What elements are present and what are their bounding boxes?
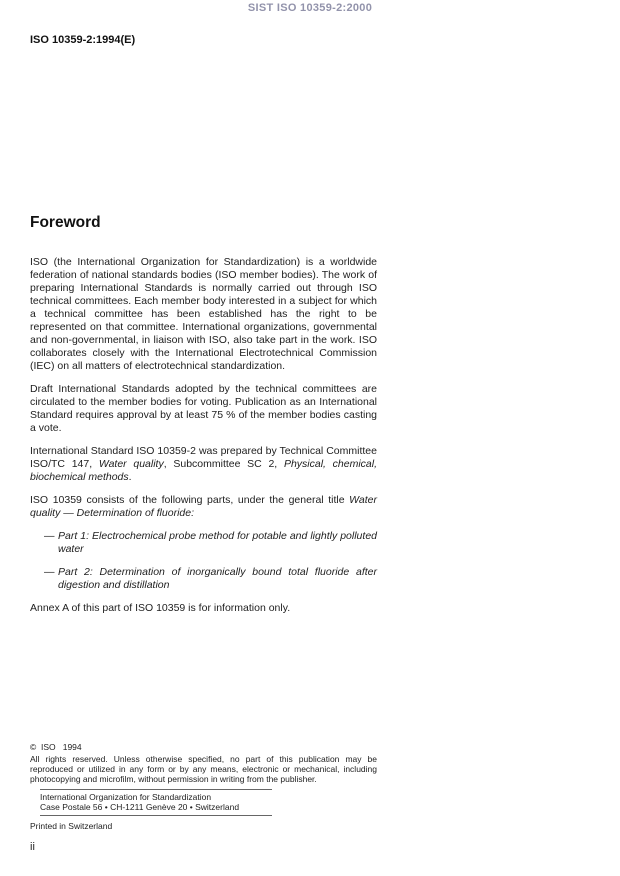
printed-note: Printed in Switzerland (30, 821, 113, 831)
text-segment: . (128, 471, 132, 483)
paragraph-parts-intro (30, 494, 377, 520)
watermark-header: SIST ISO 10359-2:2000 (247, 2, 373, 14)
text-segment-italic: Water quality — Determination of fluoride: (30, 494, 377, 519)
publisher-block (40, 789, 272, 816)
list-item-part1 (44, 530, 377, 556)
copyright-footer (30, 742, 377, 831)
text-segment-italic: Water quality (98, 458, 164, 470)
paragraph-annex-note: Annex A of this part of ISO 10359 is for information only. (30, 602, 291, 614)
paragraph-committee (30, 445, 377, 484)
list-item-text: Part 2: Determination of inorganically bound total fluoride after digestion and distillation (58, 566, 377, 591)
paragraph-draft-standards: Draft International Standards adopted by the technical committees are circulated to the member bodies for voting. Publication as an International Standard requires approval by at least 75 % of the member bodies casting a vote. (30, 383, 377, 434)
list-item-text: Part 1: Electrochemical probe method for potable and lightly polluted water (58, 530, 377, 555)
foreword-section (30, 214, 377, 615)
publisher-address: Case Postale 56 • CH-1211 Genève 20 • Switzerland (40, 802, 240, 812)
document-number: ISO 10359-2:1994(E) (30, 34, 136, 46)
text-segment: International Standard ISO 10359-2 was prepared by Technical Committee ISO/TC 147, (30, 445, 377, 470)
copyright-line: © ISO 1994 (30, 742, 82, 752)
list-item-part2 (44, 566, 377, 592)
dash-bullet: — (44, 530, 55, 542)
text-segment: , Subcommittee SC 2, (163, 458, 284, 470)
rights-notice: All rights reserved. Unless otherwise specified, no part of this publication may be reproduced or utilized in any form or by any means, electronic or mechanical, including photocopying and microfilm, without permission in writing from the publisher. (30, 754, 377, 784)
page-number: ii (30, 841, 35, 853)
parts-list (30, 530, 377, 592)
publisher-name: International Organization for Standardization (40, 792, 212, 802)
text-segment: ISO 10359 consists of the following parts, under the general title (30, 494, 350, 506)
text-segment-italic: Physical, chemical, biochemical methods (30, 458, 378, 483)
dash-bullet: — (44, 566, 55, 578)
foreword-title: Foreword (30, 214, 101, 231)
paragraph-iso-intro: ISO (the International Organization for Standardization) is a worldwide federation of national standards bodies (ISO member bodies). The work of preparing International Standards is normally carried out through ISO technical committees. Each member body interested in a subject for which a technical committee has been established has the right to be represented on that committee. International organizations, governmental and non-governmental, in liaison with ISO, also take part in the work. ISO collaborates closely with the International Electrotechnical Commission (IEC) on all matters of electrotechnical standardization. (30, 256, 377, 372)
